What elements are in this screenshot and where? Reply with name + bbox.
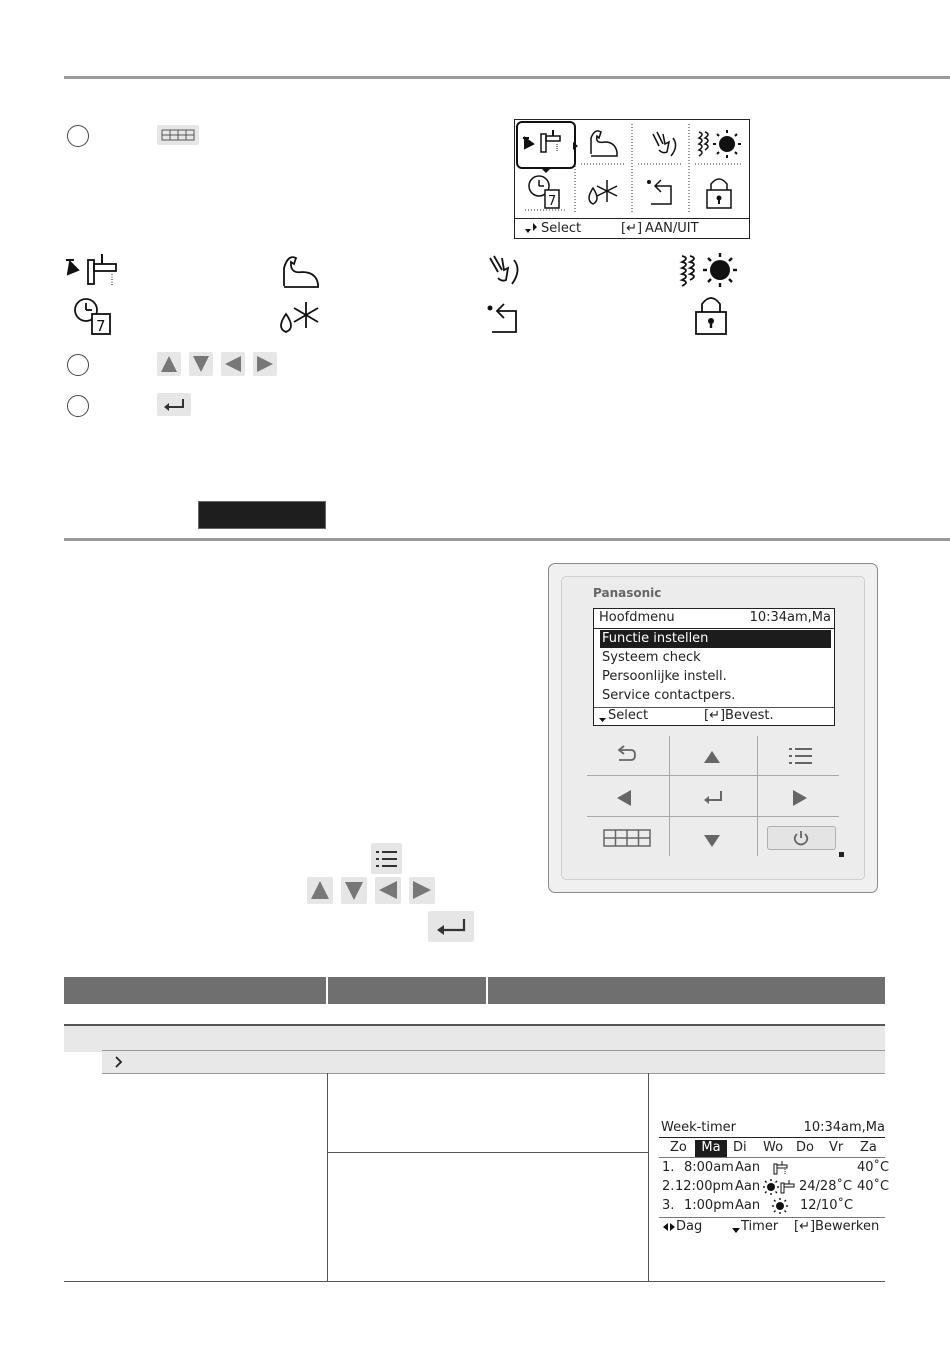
screen-footer-confirm: [↵]Bevest.: [704, 708, 774, 723]
arm-strength-icon: [577, 124, 633, 170]
row-num: 1.: [662, 1160, 675, 1175]
left-button[interactable]: [615, 788, 633, 812]
timer-row[interactable]: [659, 1179, 890, 1197]
table-section-row: [64, 1024, 885, 1052]
grid-line: [757, 736, 758, 856]
brand-label: Panasonic: [593, 586, 662, 600]
menu-key-icon: [371, 843, 402, 874]
day-do[interactable]: Do: [796, 1140, 814, 1155]
table-col-divider: [327, 1073, 328, 1282]
sun-quiet-icon: [691, 124, 747, 170]
day-row: [659, 1140, 885, 1157]
down-button[interactable]: [703, 830, 721, 854]
screen-select-arrow-icon: [598, 708, 608, 728]
header-divider: [326, 977, 328, 1004]
day-di[interactable]: Di: [733, 1140, 747, 1155]
day-ma-selected[interactable]: Ma: [695, 1140, 727, 1157]
legend-week-number: 7: [96, 317, 106, 335]
tap-water-icon: [771, 1160, 791, 1176]
row-state: Aan: [735, 1198, 761, 1213]
step-circle-2: [67, 354, 89, 376]
section-label-bar: [198, 501, 326, 529]
menu-button[interactable]: [789, 746, 813, 770]
row-state: Aan: [735, 1179, 761, 1194]
enter-key-icon: [157, 393, 191, 416]
return-icon: [635, 172, 691, 218]
arrow-keys-icon: [157, 352, 279, 382]
snowflake-drop-icon: [577, 172, 633, 218]
legend-sun-quiet-icon: [676, 250, 746, 294]
enter-key-icon-2: [428, 911, 474, 942]
day-vr[interactable]: Vr: [829, 1140, 844, 1155]
menu-item-service[interactable]: Service contactpers.: [602, 688, 736, 703]
grid-line: [587, 816, 839, 817]
row-temp-water: 40˚C: [857, 1179, 890, 1194]
screen-title: Hoofdmenu: [599, 610, 675, 625]
screen-time: 10:34am,Ma: [749, 610, 831, 625]
section-rule-middle: [64, 538, 950, 541]
row-temp-room: 24/28˚C: [799, 1179, 853, 1194]
power-button[interactable]: [767, 826, 836, 850]
quick-menu-footer: [515, 218, 749, 238]
status-led: [839, 852, 844, 857]
timer-row[interactable]: [659, 1160, 890, 1178]
footer-edit: [↵]Bewerken: [794, 1219, 880, 1234]
row-num: 2.: [662, 1179, 675, 1194]
day-zo[interactable]: Zo: [670, 1140, 687, 1155]
legend-snowflake-drop-icon: [274, 296, 324, 340]
footer-action-label: AAN/UIT: [645, 221, 699, 236]
quick-menu-key-icon: [157, 125, 199, 145]
enter-button[interactable]: [701, 788, 725, 812]
table-row-divider: [327, 1152, 648, 1153]
legend-tap-water-icon: [64, 252, 124, 294]
row-time: 1:00pm: [684, 1198, 735, 1213]
week-timer-time: 10:34am,Ma: [803, 1120, 885, 1135]
footer-enter-key: [↵]: [621, 221, 643, 236]
day-row-divider: [659, 1157, 885, 1158]
back-button[interactable]: [615, 744, 637, 771]
day-za[interactable]: Za: [860, 1140, 877, 1155]
grid-line: [587, 775, 839, 776]
quick-menu-lcd: [514, 119, 750, 239]
week-timer-foot-divider: [659, 1217, 885, 1218]
row-time: 8:00am: [684, 1160, 734, 1175]
legend-hand-wave-icon: [484, 250, 528, 294]
legend-return-icon: [484, 296, 528, 340]
week-timer-title: Week-timer: [661, 1120, 737, 1135]
arrow-keys-icon-2: [307, 877, 435, 909]
header-divider: [486, 977, 488, 1004]
row-num: 3.: [662, 1198, 675, 1213]
left-right-arrows-icon: [662, 1222, 676, 1232]
grid-line: [669, 736, 670, 856]
menu-item-persoonlijke[interactable]: Persoonlijke instell.: [602, 669, 727, 684]
down-arrow-icon: [731, 1224, 741, 1234]
remote-controller: [548, 563, 878, 893]
row-time: 12:00pm: [675, 1179, 734, 1194]
timer-row[interactable]: [659, 1198, 885, 1216]
chevron-right-icon: [114, 1056, 124, 1068]
row-temp-room: 12/10˚C: [800, 1198, 854, 1213]
week-number: 7: [548, 194, 557, 209]
sun-tap-icon: [763, 1179, 797, 1195]
step-circle-3: [67, 395, 89, 417]
sun-icon: [771, 1198, 789, 1214]
menu-item-systeem[interactable]: Systeem check: [602, 650, 701, 665]
day-wo[interactable]: Wo: [763, 1140, 784, 1155]
quick-menu-button[interactable]: [603, 828, 653, 855]
legend-arm-strength-icon: [280, 252, 324, 294]
week-timer-footer: [659, 1219, 885, 1237]
footer-select-label: Select: [541, 221, 582, 236]
screen-divider: [594, 628, 834, 629]
legend-clock-calendar-icon: [72, 296, 116, 340]
table-header: [64, 977, 885, 1004]
table-bottom-rule: [64, 1281, 885, 1282]
tap-water-icon: [519, 124, 575, 170]
up-button[interactable]: [703, 746, 721, 770]
footer-day: Dag: [676, 1219, 703, 1234]
remote-screen: [593, 608, 835, 726]
select-arrows-icon: [523, 219, 539, 243]
clock-calendar-icon: [519, 172, 575, 218]
footer-timer: Timer: [741, 1219, 779, 1234]
row-state: Aan: [735, 1160, 761, 1175]
legend-lock-icon: [692, 294, 732, 340]
table-col-divider: [648, 1073, 649, 1282]
row-temp-water: 40˚C: [857, 1160, 890, 1175]
menu-item-functie[interactable]: Functie instellen: [602, 631, 709, 646]
hand-wave-icon: [635, 124, 691, 170]
step-circle-1: [67, 125, 89, 147]
screen-footer-select: Select: [608, 708, 649, 723]
right-button[interactable]: [791, 788, 809, 812]
lock-icon: [691, 172, 747, 218]
week-timer-divider: [659, 1137, 885, 1138]
table-subsection-row: [102, 1050, 885, 1074]
section-rule-top: [64, 76, 950, 79]
